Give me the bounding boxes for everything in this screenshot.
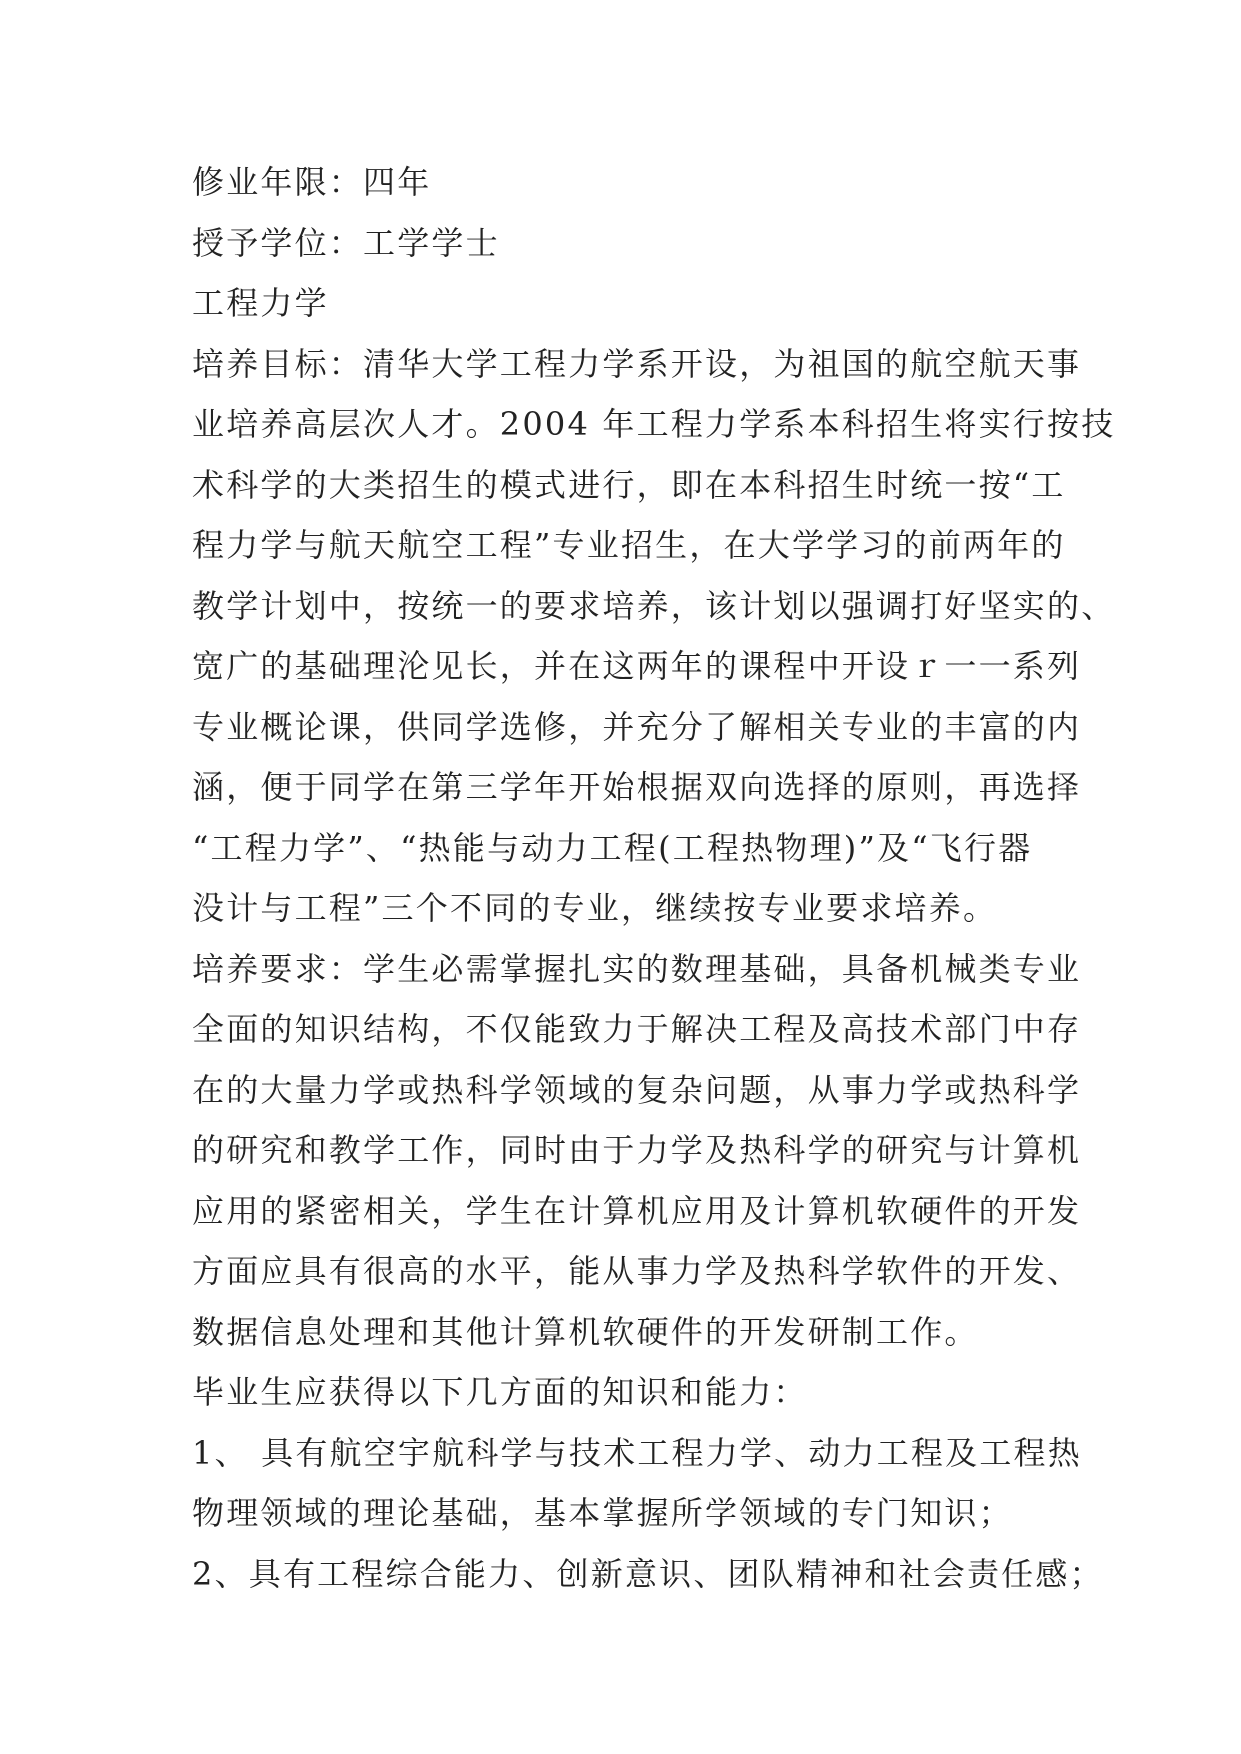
- training-goal-line: 程力学与航天航空工程”专业招生，在大学学习的前两年的: [192, 526, 1066, 564]
- training-requirement-line: 在的大量力学或热科学领域的复杂问题，从事力学或热科学: [192, 1070, 1082, 1109]
- training-requirement-line: 全面的知识结构，不仅能致力于解决工程及高技术部门中存: [192, 1010, 1082, 1048]
- study-duration-line: 修业年限：四年: [192, 163, 432, 201]
- training-goal-line: 涵，便于同学在第三学年开始根据双向选择的原则，再选择: [192, 768, 1082, 806]
- training-goal-line: 术科学的大类招生的模式进行，即在本科招生时统一按“工: [192, 465, 1066, 504]
- training-requirement-line: 应用的紧密相关，学生在计算机应用及计算机软硬件的开发: [192, 1191, 1082, 1230]
- ability-item-2-line: 2、具有工程综合能力、创新意识、团队精神和社会责任感；: [192, 1554, 1104, 1593]
- training-goal-line: “工程力学”、“热能与动力工程(工程热物理)”及“飞行器: [192, 828, 1033, 867]
- training-goal-line: 业培养高层次人才。2004 年工程力学系本科招生将实行按技: [192, 405, 1116, 443]
- training-goal-line: 专业概论课，供同学选修，并充分了解相关专业的丰富的内: [192, 707, 1082, 746]
- training-requirement-line: 培养要求：学生必需掌握扎实的数理基础，具备机械类专业: [192, 949, 1082, 988]
- training-goal-line: 教学计划中，按统一的要求培养，该计划以强调打好坚实的、: [192, 586, 1116, 625]
- ability-item-1-line: 1、 具有航空宇航科学与技术工程力学、动力工程及工程热: [192, 1433, 1082, 1472]
- training-requirement-line: 方面应具有很高的水平，能从事力学及热科学软件的开发、: [192, 1252, 1082, 1290]
- knowledge-ability-heading: 毕业生应获得以下几方面的知识和能力：: [192, 1373, 808, 1411]
- document-body: [192, 152, 1116, 1604]
- training-requirement-line: 数据信息处理和其他计算机软硬件的开发研制工作。: [192, 1312, 979, 1351]
- degree-awarded-line: 授予学位：工学学士: [192, 223, 500, 262]
- training-requirement-line: 的研究和教学工作，同时由于力学及热科学的研究与计算机: [192, 1131, 1082, 1169]
- training-goal-line: 培养目标：清华大学工程力学系开设，为祖国的航空航天事: [192, 344, 1082, 383]
- training-goal-line: 宽广的基础理沦见长，并在这两年的课程中开设ｒ一一系列: [192, 647, 1082, 685]
- ability-item-1-line: 物理领域的理论基础，基本掌握所学领域的专门知识；: [192, 1494, 1013, 1532]
- training-goal-line: 没计与工程”三个不同的专业，继续按专业要求培养。: [192, 889, 998, 927]
- major-title: 工程力学: [192, 284, 329, 322]
